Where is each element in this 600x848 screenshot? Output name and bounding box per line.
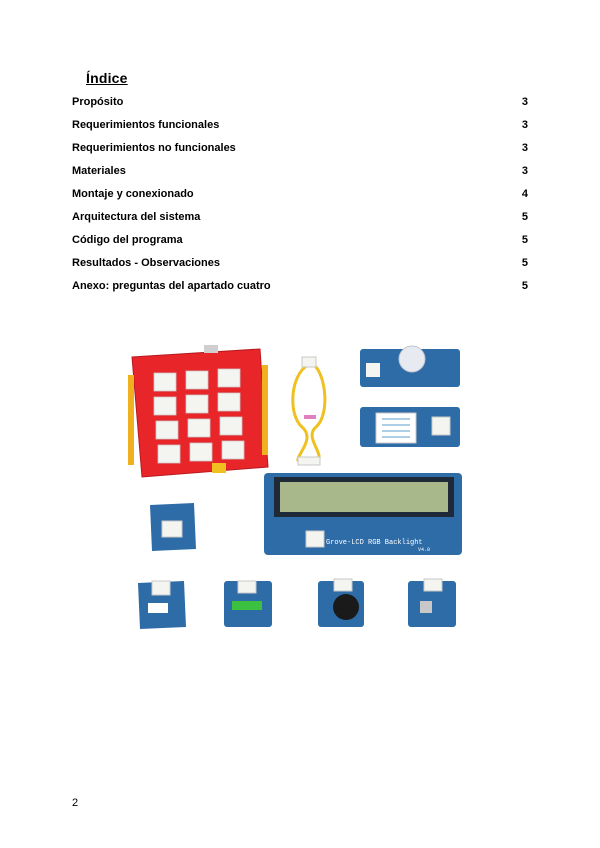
toc-entry[interactable] bbox=[72, 142, 528, 165]
sensor-module-top bbox=[360, 346, 460, 387]
toc-entry[interactable] bbox=[72, 165, 528, 188]
toc-entry[interactable] bbox=[72, 119, 528, 142]
button-module bbox=[150, 503, 196, 551]
toc-entry-page: 5 bbox=[521, 257, 528, 269]
toc-entry-label: Montaje y conexionado bbox=[72, 188, 194, 200]
toc-entry-page: 3 bbox=[521, 142, 528, 154]
lcd-label: Grove-LCD RGB Backlight bbox=[326, 539, 423, 547]
table-of-contents bbox=[72, 96, 528, 303]
lcd-version: V4.0 bbox=[418, 547, 431, 553]
toc-entry-label: Anexo: preguntas del apartado cuatro bbox=[72, 280, 271, 292]
toc-entry[interactable] bbox=[72, 257, 528, 280]
toc-entry-page: 4 bbox=[521, 188, 528, 200]
bottom-module-4 bbox=[408, 579, 456, 627]
toc-entry[interactable] bbox=[72, 234, 528, 257]
toc-entry[interactable] bbox=[72, 188, 528, 211]
toc-entry-label: Requerimientos no funcionales bbox=[72, 142, 236, 154]
buzzer-module bbox=[318, 579, 364, 627]
grove-kit-photo bbox=[120, 335, 480, 635]
toc-entry-label: Requerimientos funcionales bbox=[72, 119, 220, 131]
toc-entry-page: 5 bbox=[521, 280, 528, 292]
toc-entry-page: 5 bbox=[521, 211, 528, 223]
toc-entry-page: 5 bbox=[521, 234, 528, 246]
toc-entry[interactable] bbox=[72, 280, 528, 303]
bottom-module-1 bbox=[138, 581, 186, 629]
page-number: 2 bbox=[72, 797, 79, 809]
grove-cable bbox=[293, 357, 325, 465]
toc-title: Índice bbox=[86, 70, 128, 86]
temperature-humidity-module bbox=[360, 407, 460, 447]
lcd-module bbox=[264, 473, 462, 555]
toc-entry-page: 3 bbox=[521, 165, 528, 177]
base-shield bbox=[128, 345, 268, 477]
bottom-module-2 bbox=[224, 581, 272, 627]
toc-entry-label: Materiales bbox=[72, 165, 126, 177]
toc-entry[interactable] bbox=[72, 211, 528, 234]
toc-entry-label: Código del programa bbox=[72, 234, 183, 246]
toc-entry-page: 3 bbox=[521, 119, 528, 131]
toc-entry-label: Propósito bbox=[72, 96, 124, 108]
toc-entry-label: Resultados - Observaciones bbox=[72, 257, 220, 269]
toc-entry[interactable] bbox=[72, 96, 528, 119]
toc-entry-label: Arquitectura del sistema bbox=[72, 211, 201, 223]
toc-entry-page: 3 bbox=[521, 96, 528, 108]
